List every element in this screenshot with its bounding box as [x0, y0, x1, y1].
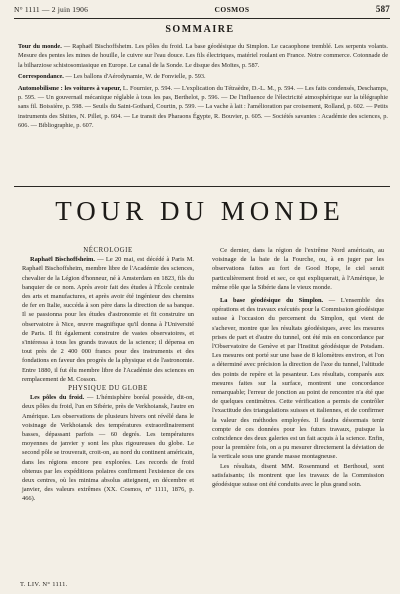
obituary-lead: Raphaël Bischoffsheim. — [30, 256, 95, 264]
summary-block — [18, 42, 388, 133]
simplon-paragraph — [212, 296, 384, 462]
summary-text: — Raphaël Bischoffsheim. Les pôles du froid. La base géodésique du Simplon. Le cacaophone tremblé. Les serpents volants. Mesure des pentes les mines de houille, le cuivre sur l'eau douce. Les fils électriques, matériel roulant en France. Notre commerce. Cotonnade de la bilharziose schistosomiasique en Europe. Le canal de la Sonde. Le disque des Moïtes, p. 587. — [18, 43, 388, 69]
sommaire-title: SOMMAIRE — [165, 24, 235, 35]
page-footer: T. LIV. N° 1111. — [20, 581, 68, 588]
summary-lead: Automobilisme : les voitures à vapeur, — [18, 84, 122, 92]
cold-poles-paragraph — [22, 393, 194, 503]
issue-info: N° 1111 — 2 juin 1906 — [14, 5, 89, 14]
right-column — [212, 246, 384, 489]
left-column — [22, 246, 194, 504]
summary-text: — Les ballons d'Aérodynamie, W. de Fonvielle, p. 593. — [63, 73, 206, 81]
necrologie-heading: NÉCROLOGIE — [83, 247, 133, 254]
summary-lead: Tour du monde. — [18, 43, 62, 50]
summary-text: L. Fournier, p. 594. — L'explication du Tétraèdre, D.-L. M., p. 594. — Les faits condensés, Deschamps, p. 595. — Un gouvernail mécanique réglable à tous les pas, Berthelot, p. 596. — De l'influence de l'électricité atmosphérique sur la télégraphie sans fil. Boissière, p. 598. — Seuils du Saint-Gothard, Courtin, p. 599. — La vache à lait : l'amélioration par croisement, Rolland, p. 602. — Petits instruments des Shiites, N. Pillet, p. 604. — Le transit des Pharaons Égypte, R. Bouvier, p. 605. — Sociétés savantes : Académie des sciences, p. 606. — Bibliographie, p. 607. — [18, 84, 388, 130]
closing-paragraph: Les résultats, disent MM. Rosenmund et Berthoud, sont satisfaisants; ils montrent que les travaux de la Commission géodésique suisse ont été conduits avec le plus grand soin. — [212, 462, 384, 489]
summary-lead: Correspondance. — [18, 73, 64, 81]
journal-name: COSMOS — [214, 5, 250, 14]
running-header — [14, 4, 390, 18]
physique-heading: PHYSIQUE DU GLOBE — [68, 385, 148, 393]
simplon-text: — L'ensemble des opérations et des travaux exécutés pour la Commission géodésique suisse à l'occasion du percement du Simplon, qui vient de s'achever, montre que les résultats géodésiques, avec les mesures prises de part et d'autre du tunnel, ont été mis en concordance par l'Observatoire de Genève et par l'Institut géodésique de Potsdam. Les mesures ont porté sur une base de 8 kilomètres environ, et l'on a déterminé avec précision la direction de l'axe du tunnel, l'altitude des points de repère et la pesanteur. Les résultats, comparés aux mesures faites sur la surface, montrent une concordance remarquable; l'erreur de jonction au point de rencontre n'a été que de quelques centimètres. Cette vérification a permis de contrôler l'exactitude des triangulations suisses et italiennes, et de confirmer la valeur des méthodes employées. Il faudra désormais tenir compte de ces données pour les futurs travaux, puisque la coïncidence des deux galeries est un fait acquis à la science. Enfin, pour la première fois, on a pu mesurer directement la déviation de la verticale sous une grande masse montagneuse. — [212, 297, 384, 461]
header-rule — [14, 18, 390, 19]
cold-poles-lead: Les pôles du froid. — [30, 394, 85, 402]
summary-paragraph — [18, 42, 388, 70]
cold-poles-text: — L'hémisphère boréal possède, dit-on, deux pôles du froid, l'un en Sibérie, près de Verkhoiansk, l'autre en Amérique. Les observations de plusieurs hivers ont révélé dans le voisinage de Verkhoiansk des températures extraordinairement basses, dépassant parfois — 60 degrés. Les températures moyennes de janvier y sont les plus rigoureuses du globe. Le second pôle se trouverait, croit-on, au nord du continent américain, dans les régions encore peu explorées. Les records de froid obtenus par les expéditions polaires confirment l'existence de ces deux centres, où les minima absolus atteignent, en décembre et janvier, des valeurs extrêmes (XX. Cosmos, n° 1111, 1876, p. 466). — [22, 394, 194, 503]
section-title: TOUR DU MONDE — [55, 196, 345, 226]
summary-paragraph — [18, 72, 388, 81]
obituary-paragraph — [22, 255, 194, 384]
simplon-lead: La base géodésique du Simplon. — [220, 297, 324, 305]
obituary-text: — Le 20 mai, est décédé à Paris M. Raphaël Bischoffsheim, membre libre de l'Académie des sciences, chevalier de la Légion d'honneur, né à Amsterdam en 1823, fils du banquier de ce nom. Après avoir fait des études à l'École centrale des arts et manufactures, et après avoir été ingénieur des chemins de fer en Italie, succéda à son père dans la direction de sa banque. Il se passionna pour les études d'astronomie et fit construire un observatoire à Nice, œuvre magnifique qu'il donna à l'Université de Paris. Il fit également construire de vastes observatoires, et s'intéressa à tous les grands travaux de la science; il dépensa en tout près de 2 400 000 francs pour des instruments et des fondations en faveur des progrès de la physique et de l'astronomie. Entre 1880, il fut élu membre libre de l'Académie des sciences en remplacement de M. Cosson. — [22, 256, 194, 383]
page-number: 587 — [375, 4, 390, 14]
continuation-paragraph: Ce dernier, dans la région de l'extrême Nord américain, au voisinage de la baie de la Fourche, ou, à en juger par les observations faites au fort de Good Hope, le ciel serait particulièrement froid et sec, ce qui expliquerait, à l'Amérique, le même rôle que la Sibérie dans le vieux monde. — [212, 247, 384, 291]
section-rule — [14, 186, 390, 187]
summary-paragraph — [18, 84, 388, 131]
